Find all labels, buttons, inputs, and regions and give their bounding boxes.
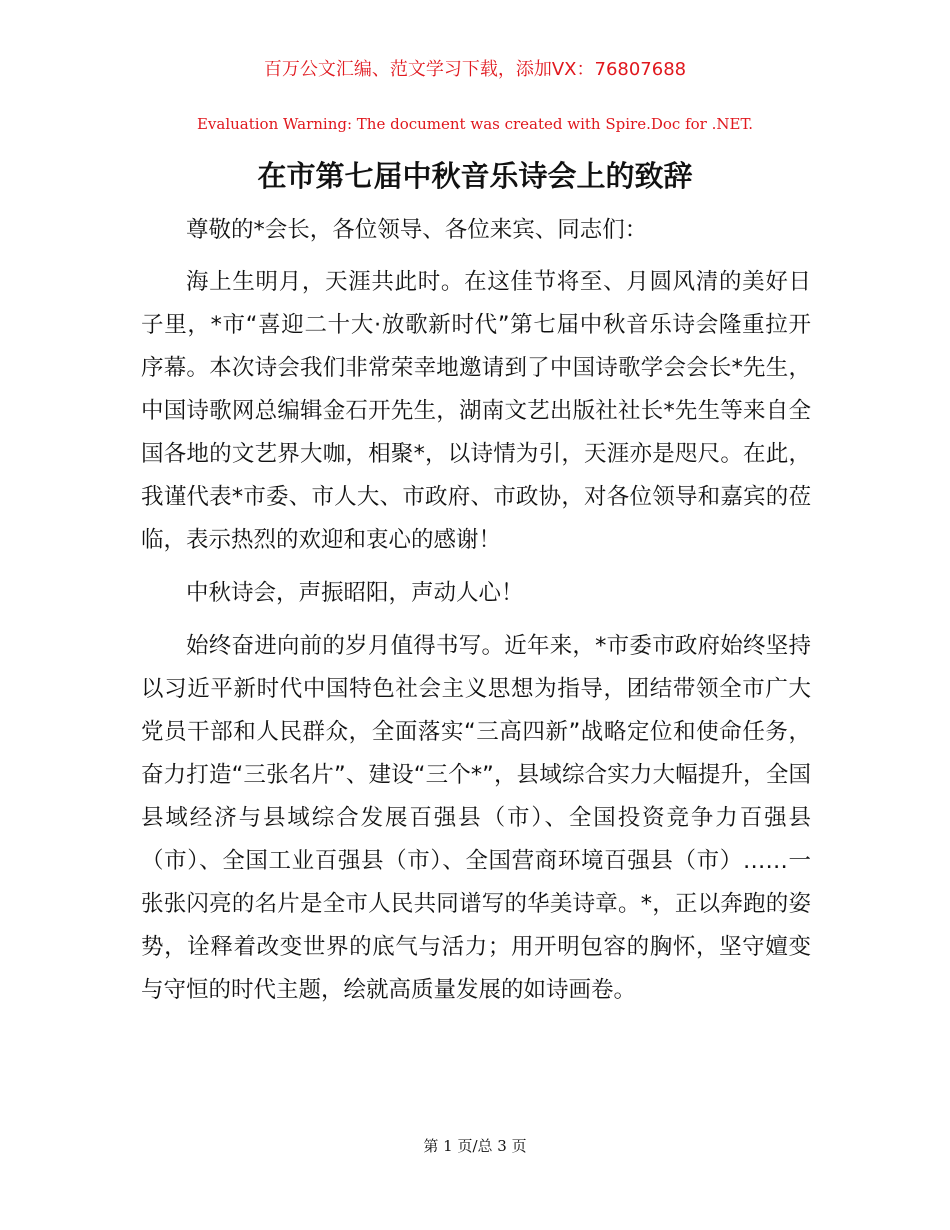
- body-paragraph: 始终奋进向前的岁月值得书写。近年来，*市委市政府始终坚持以习近平新时代中国特色社会主义思想为指导，团结带领全市广大党员干部和人民群众，全面落实“三高四新”战略定位和使命任务，奋力打造“三张名片”、建设“三个*”，县域综合实力大幅提升，全国县域经济与县域综合发展百强县（市）、全国投资竞争力百强县（市）、全国工业百强县（市）、全国营商环境百强县（市）……一张张闪亮的名片是全市人民共同谱写的华美诗章。*，正以奔跑的姿势，诠释着改变世界的底气与活力；用开明包容的胸怀，坚守嬗变与守恒的时代主题，绘就高质量发展的如诗画卷。: [141, 633, 811, 1003]
- evaluation-warning: Evaluation Warning: The document was created with Spire.Doc for .NET.: [196, 115, 754, 133]
- document-body: [141, 209, 811, 1022]
- document-title: 在市第七届中秋音乐诗会上的致辞: [257, 159, 693, 193]
- body-paragraph: 中秋诗会，声振昭阳，声动人心！: [186, 580, 524, 606]
- page-number-footer: 第 1 页/总 3 页: [423, 1137, 527, 1155]
- salutation-paragraph: 尊敬的*会长，各位领导、各位来宾、同志们：: [186, 217, 648, 243]
- body-paragraph: 海上生明月，天涯共此时。在这佳节将至、月圆风清的美好日子里，*市“喜迎二十大·放歌新时代”第七届中秋音乐诗会隆重拉开序幕。本次诗会我们非常荣幸地邀请到了中国诗歌学会会长*先生，中国诗歌网总编辑金石开先生，湖南文艺出版社社长*先生等来自全国各地的文艺界大咖，相聚*，以诗情为引，天涯亦是咫尺。在此，我谨代表*市委、市人大、市政府、市政协，对各位领导和嘉宾的莅临，表示热烈的欢迎和衷心的感谢！: [141, 269, 811, 553]
- header-banner: 百万公文汇编、范文学习下载，添加VX：76807688: [263, 59, 687, 80]
